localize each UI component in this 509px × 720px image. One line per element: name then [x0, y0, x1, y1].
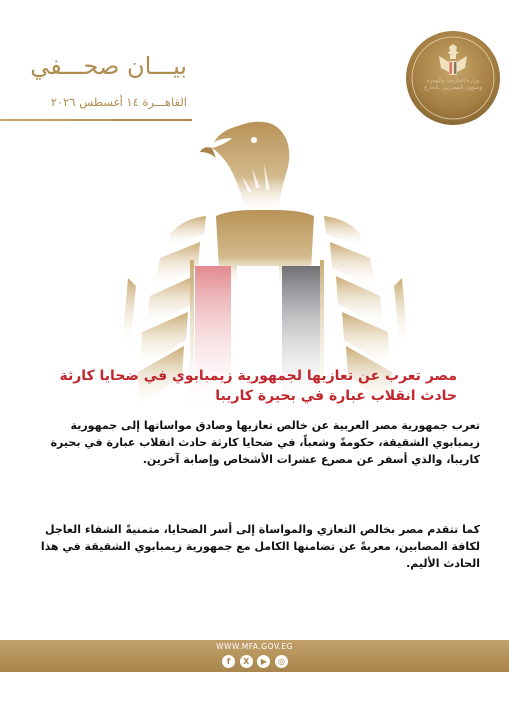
press-release-title: بيـــان صحـــفي: [30, 52, 187, 80]
dateline: القاهـــرة ١٤ أغسطس ٢٠٢٦: [50, 95, 187, 109]
social-links: [222, 654, 288, 668]
ministry-seal-text: وزارة الخارجية والهجرة وشؤون المصريين بالخارج: [423, 78, 483, 91]
instagram-icon[interactable]: ◎: [275, 655, 288, 668]
body-paragraph-1: تعرب جمهورية مصر العربية عن خالص تعازيها وصادق مواساتها إلى جمهورية زيمبابوي الشقيقة، حكومةً وشعباً، في ضحايا كارثة حادث انقلاب عبارة في بحيرة كاريبا، والذي أسفر عن مصرع عشرات الأشخاص وإصابة آخرين.: [50, 419, 480, 466]
website-link[interactable]: WWW.MFA.GOV.EG: [216, 642, 293, 651]
body-paragraph-2: كما تتقدم مصر بخالص التعازي والمواساة إلى أسر الضحايا، متمنيةً الشفاء العاجل لكافة المصابين، معربةً عن تضامنها الكامل مع جمهورية زيمبابوي الشقيقة في هذا الحادث الأليم.: [40, 523, 480, 570]
facebook-icon[interactable]: f: [222, 655, 235, 668]
headline: مصر تعرب عن تعازيها لجمهورية زيمبابوي في ضحايا كارثة حادث انقلاب عبارة في بحيرة كاريبا: [59, 368, 457, 404]
x-icon[interactable]: X: [240, 655, 253, 668]
youtube-icon[interactable]: ▶: [257, 655, 270, 668]
